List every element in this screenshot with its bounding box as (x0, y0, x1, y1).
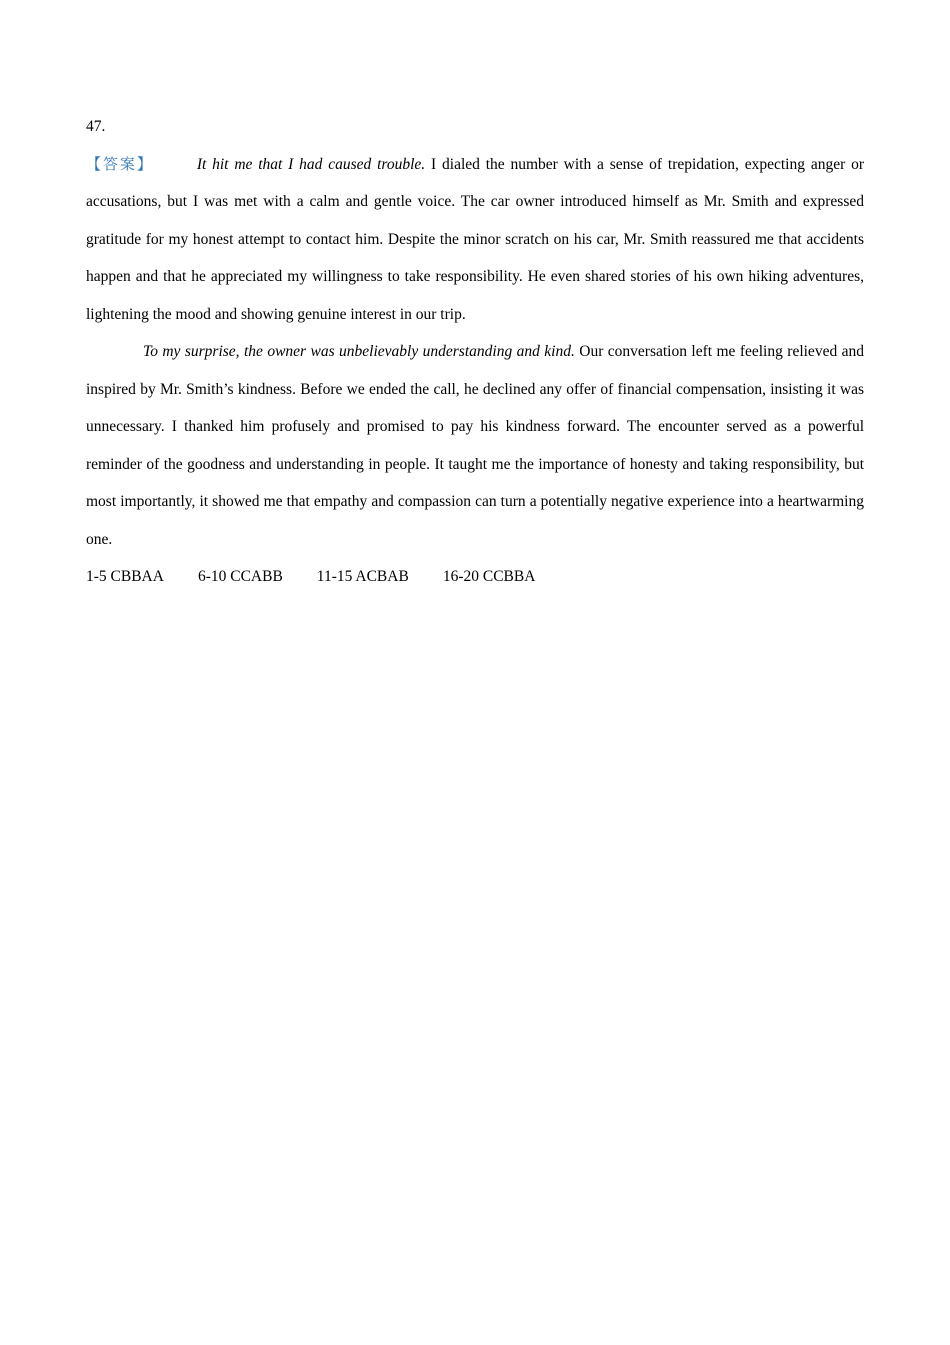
answer-paragraph-1 (86, 146, 864, 334)
answer-paragraph-2 (86, 333, 864, 558)
answer-key-line (86, 558, 864, 596)
answer-key-group: 16-20 CCBBA (442, 568, 536, 585)
paragraph-2-body: Our conversation left me feeling relieved and inspired by Mr. Smith’s kindness. Before we ended the call, he declined any offer of financial compensation, insisting it was unnecessary. I thanked him profusely and promised to pay his kindness forward. The encounter served as a powerful reminder of the goodness and understanding in people. It taught me the importance of honesty and taking responsibility, but most importantly, it showed me that empathy and compassion can turn a potentially negative experience into a heartwarming one. (86, 343, 864, 548)
question-number: 47. (86, 118, 106, 135)
document-page (86, 108, 864, 596)
paragraph-1-body: I dialed the number with a sense of trepidation, expecting anger or accusations, but I was met with a calm and gentle voice. The car owner introduced himself as Mr. Smith and expressed gratitude for my honest attempt to contact him. Despite the minor scratch on his car, Mr. Smith reassured me that accidents happen and that he appreciated my willingness to take responsibility. He even shared stories of his own hiking adventures, lightening the mood and showing genuine interest in our trip. (86, 155, 864, 323)
paragraph-1-lead-sentence: It hit me that I had caused trouble. (196, 155, 426, 173)
answer-tag: 【答案】 (86, 154, 154, 173)
answer-key-group: 6-10 CCABB (197, 568, 283, 585)
paragraph-2-lead-sentence: To my surprise, the owner was unbelievably understanding and kind. (143, 343, 575, 360)
answer-key-group: 11-15 ACBAB (316, 568, 409, 585)
answer-key-group: 1-5 CBBAA (86, 568, 164, 585)
